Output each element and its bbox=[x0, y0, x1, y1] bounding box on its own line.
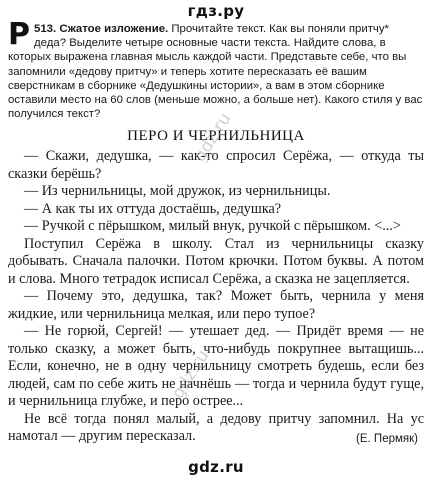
story-paragraph-7: — Не горюй, Сергей! — утешает дед. — Придёт время — не только сказку, а может быть, что-нибудь покрупнее вытащишь... Если, конечно, не в одну чернильницу смотреть будешь, если без людей, сам по себе жить не начнёшь — тогда и чернила будут гуще, и чернильница глубже, и перо острее... bbox=[8, 323, 424, 409]
exercise-letter: Р bbox=[8, 17, 30, 52]
story-paragraph-5: Поступил Серёжа в школу. Стал из чернильницы сказку добывать. Сначала палочки. Потом крючки. Потом буквы. А потом и слова. Много тетрадок исписал Серёжа, а сказка не зацепляется. bbox=[8, 235, 424, 287]
story-author: (Е. Пермяк) bbox=[356, 433, 418, 445]
story-paragraph-1: — Скажи, дедушка, — как-то спросил Серёжа, — откуда ты сказки берёшь? bbox=[8, 148, 424, 182]
watermark: gdz.ru bbox=[168, 346, 214, 403]
story-text bbox=[8, 148, 424, 446]
exercise-title: Сжатое изложение. bbox=[59, 23, 169, 35]
watermark: gdz.ru bbox=[190, 109, 236, 166]
site-header: гдз.ру bbox=[187, 2, 245, 20]
exercise-block bbox=[8, 17, 424, 121]
story-paragraph-2: — Из чернильницы, мой дружок, из чернильницы. bbox=[24, 183, 331, 199]
story-title: ПЕРО И ЧЕРНИЛЬНИЦА bbox=[127, 128, 305, 144]
story-paragraph-3: — А как ты их оттуда достаёшь, дедушка? bbox=[24, 200, 282, 217]
exercise-number: 513. bbox=[34, 23, 57, 35]
exercise-text: Прочитайте текст. Как вы поняли притчу* деда? Выделите четыре основные части текста. Найдите слова, в которых выражена главная мысль каждой части. Представьте себе, что вы запомнили «дедову притчу» и теперь хотите пересказать её вашим сверстникам в сборнике «Дедушкины истории», а вам в этом сборнике оставили место на 60 слов (меньше можно, а больше нет). Какого стиля у вас получился текст? bbox=[8, 23, 423, 121]
story-paragraph-8: Не всё тогда понял малый, а дедову притчу запомнил. На ус намотал — другим пересказал. bbox=[8, 410, 424, 444]
story-paragraph-6: — Почему это, дедушка, так? Может быть, чернила у меня жидкие, или чернильница мелкая, или перо тупое? bbox=[8, 288, 424, 322]
story-paragraph-4: — Ручкой с пёрышком, милый внук, ручкой с пёрышком. <...> bbox=[24, 218, 401, 234]
site-footer: gdz.ru bbox=[188, 458, 244, 476]
